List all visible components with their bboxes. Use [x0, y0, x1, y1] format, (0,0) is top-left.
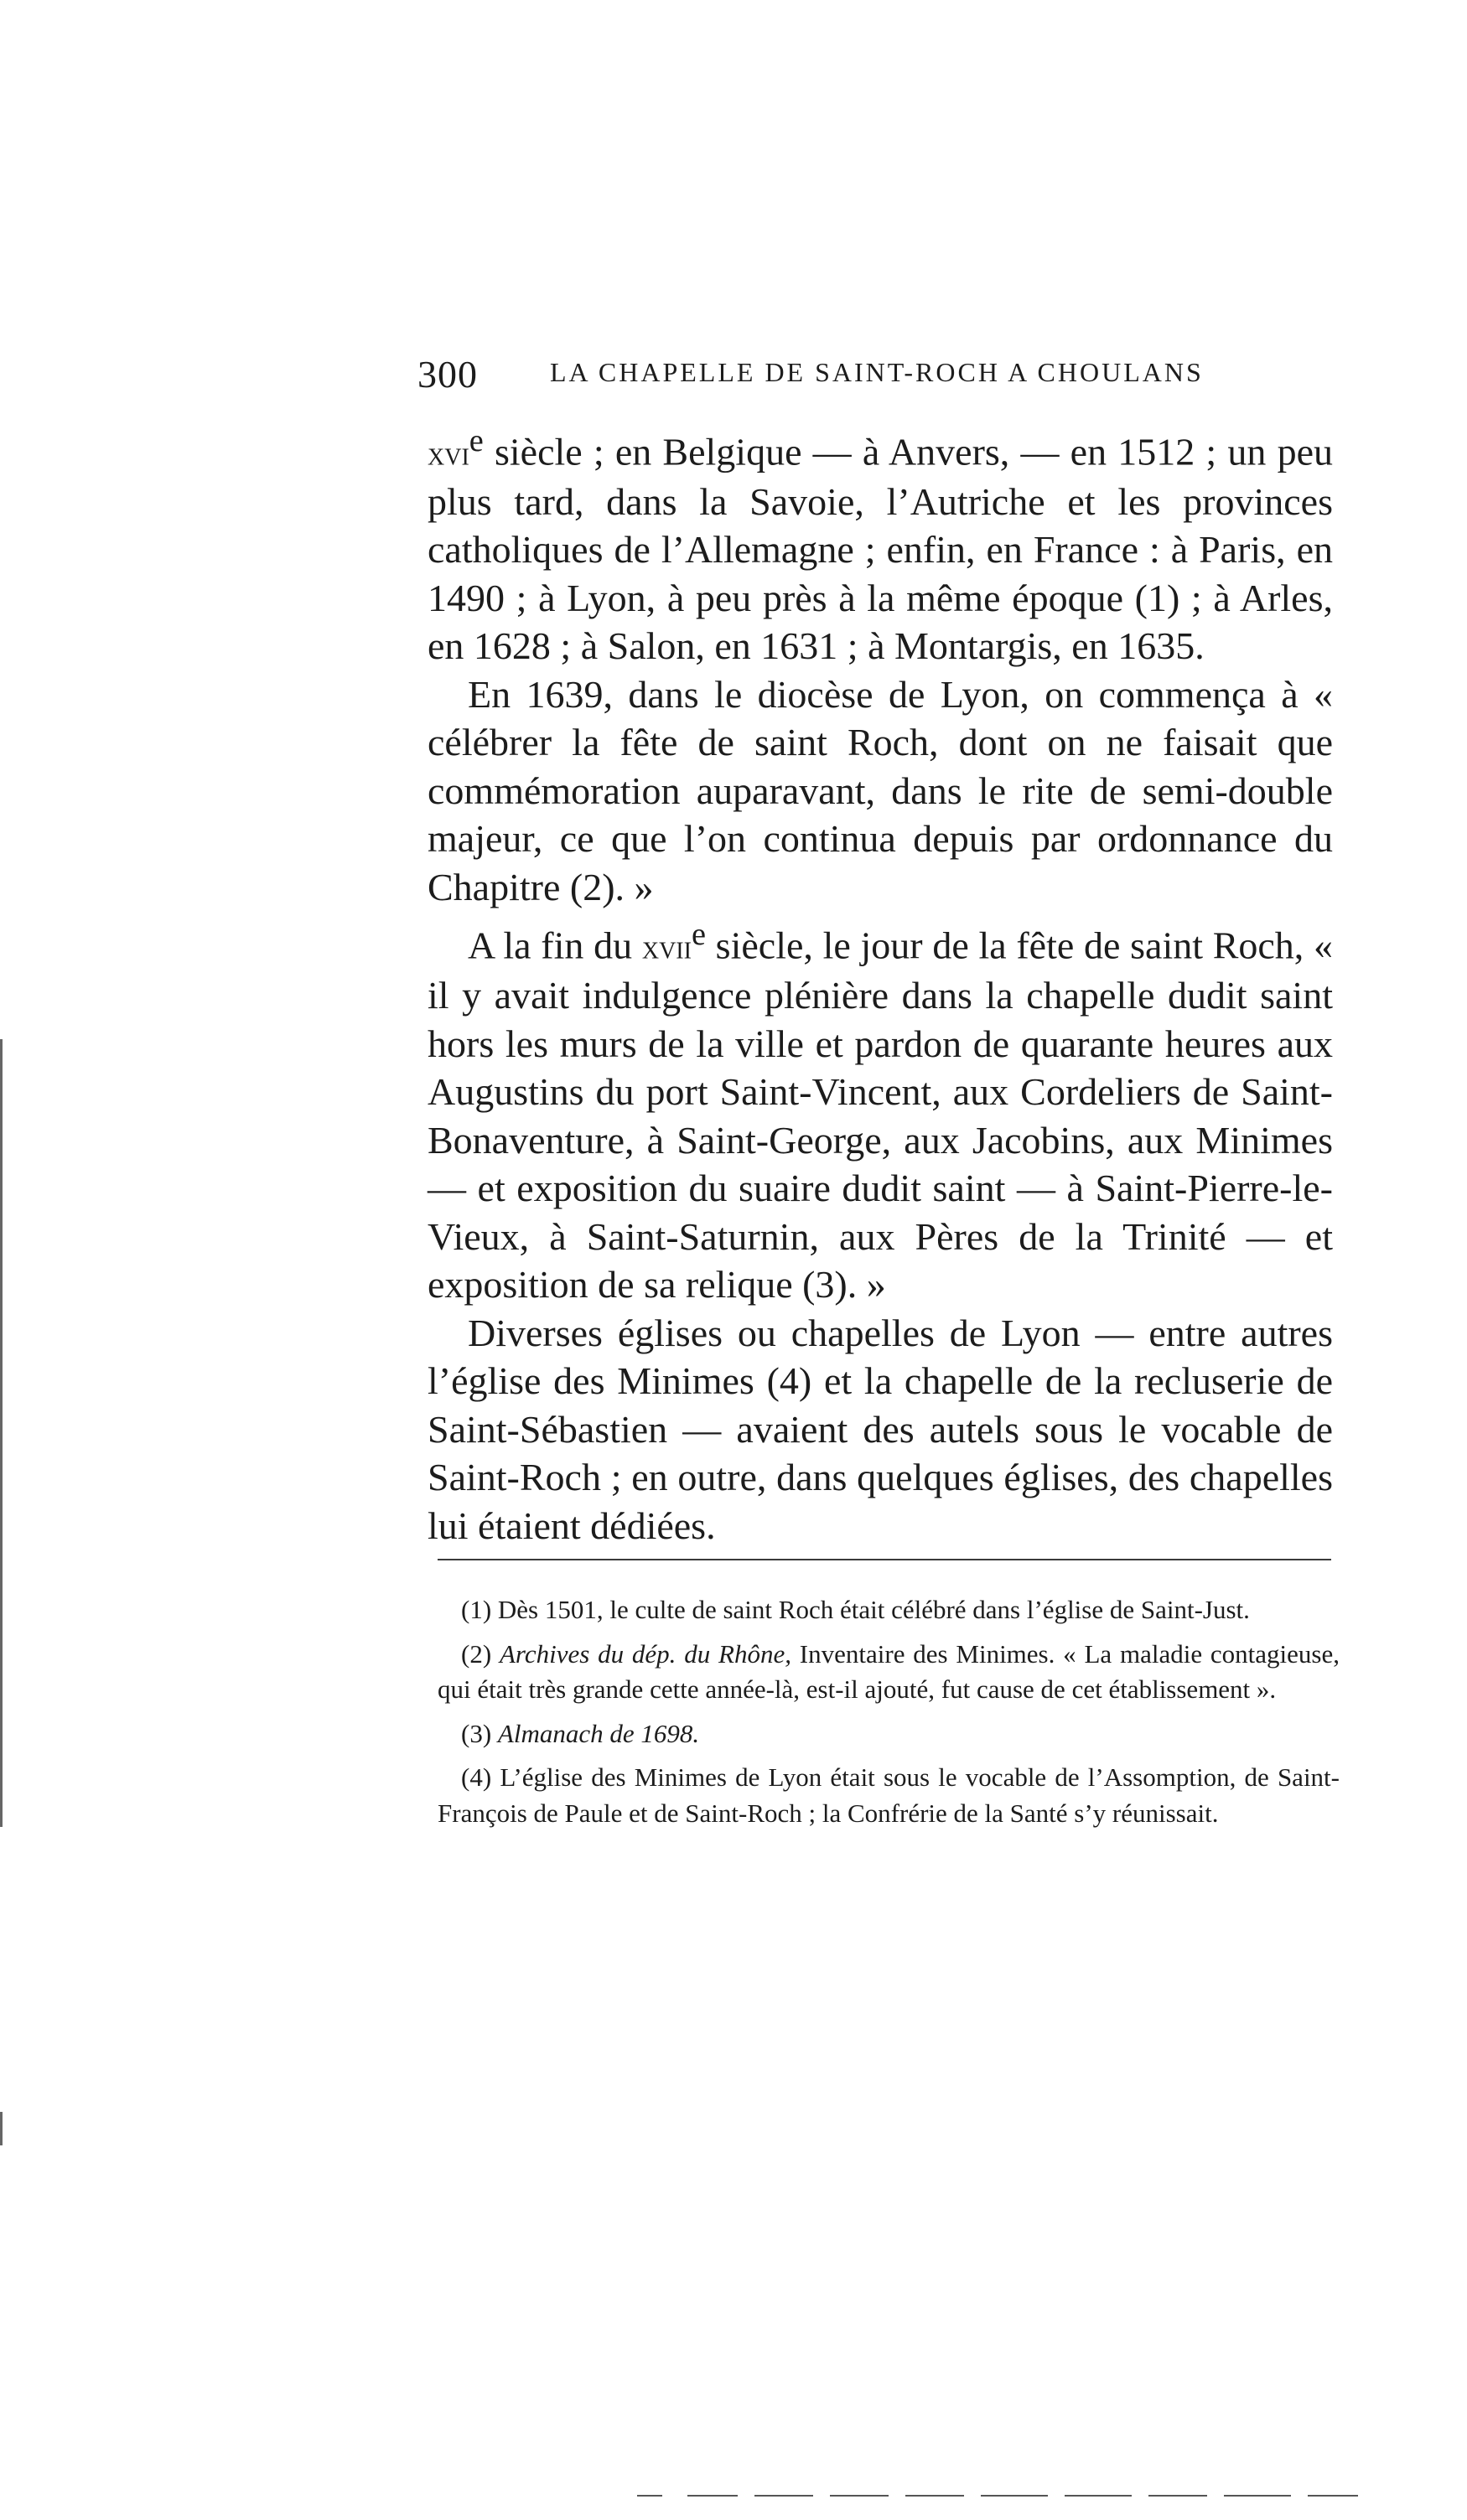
scan-bottom-dash	[1224, 2495, 1291, 2497]
scan-bottom-dash	[1308, 2495, 1358, 2497]
running-title: LA CHAPELLE DE SAINT-ROCH A CHOULANS	[550, 357, 1204, 387]
scan-edge-mark	[0, 1039, 3, 1827]
footnote-4: (4) L’église des Minimes de Lyon était sous le vocable de l’Assomption, de Saint-François de Paule et de Saint-Roch ; la Confrérie de la Santé s’y réunissait.	[438, 1762, 1340, 1828]
scan-edge-mark	[0, 2112, 3, 2145]
footnote-3-number: (3)	[461, 1718, 492, 1748]
footnote-2-source: Archives du dép. du Rhône,	[499, 1638, 791, 1669]
paragraph-3-text: siècle, le jour de la fête de saint Roch, « il y avait indulgence plénière dans la chapelle dudit saint hors les murs de la ville et pardon de quarante heures aux Augustins du port Saint-Vincent, aux Cordeliers de Saint-Bonaventure, à Saint-George, aux Jacobins, aux Minimes — et exposition du suaire dudit saint — à Saint-Pierre-le-Vieux, à Saint-Saturnin, aux Pères de la Trinité — et exposition de sa relique (3). »	[428, 924, 1334, 1307]
paragraph-4: Diverses églises ou chapelles de Lyon — entre autres l’église des Minimes (4) et la chapelle de la recluserie de Saint-Sébastien — avaient des autels sous le vocable de Saint-Roch ; en outre, dans quelques églises, des chapelles lui étaient dédiées.	[428, 1311, 1333, 1547]
paragraph-1-text: siècle ; en Belgique — à Anvers, — en 1512 ; un peu plus tard, dans la Savoie, l’Autriche et les provinces catholiques de l’Allemagne ; enfin, en France : à Paris, en 1490 ; à Lyon, à peu près à la même époque (1) ; à Arles, en 1628 ; à Salon, en 1631 ; à Montargis, en 1635.	[428, 430, 1333, 668]
paragraph-3-start: A la fin du	[468, 924, 633, 967]
century-numeral: xvi	[428, 434, 469, 473]
main-text	[428, 417, 1333, 1550]
page-header	[417, 352, 1205, 402]
century-numeral: xvii	[641, 928, 692, 966]
scan-bottom-dash	[1148, 2495, 1207, 2497]
scan-bottom-dash	[1065, 2495, 1132, 2497]
paragraph-2: En 1639, dans le diocèse de Lyon, on commença à « célébrer la fête de saint Roch, dont on ne faisait que commémoration auparavant, dans le rite de semi-double majeur, ce que l’on continua depuis par ordonnance du Chapitre (2). »	[428, 672, 1333, 908]
footnote-3-source: Almanach de 1698.	[497, 1718, 700, 1748]
footnote-2	[438, 1637, 1340, 1708]
scan-bottom-dash	[905, 2495, 964, 2497]
scan-bottom-dash	[981, 2495, 1048, 2497]
footnote-1: (1) Dès 1501, le culte de saint Roch était célébré dans l’église de Saint-Just.	[461, 1595, 1250, 1624]
footnote-2-number: (2)	[461, 1638, 492, 1669]
century-superscript: e	[469, 423, 484, 458]
scan-bottom-dash	[637, 2495, 662, 2497]
scan-bottom-dash	[687, 2495, 738, 2497]
paragraph-1	[428, 417, 1333, 670]
scan-bottom-dash	[830, 2495, 889, 2497]
footnote-3	[438, 1716, 1340, 1752]
page-number: 300	[417, 353, 478, 396]
century-superscript: e	[691, 917, 706, 953]
footnote-rule	[438, 1559, 1331, 1560]
paragraph-3	[428, 911, 1333, 1308]
footnote-2-text: Inventaire des Minimes. « La maladie contagieuse, qui était très grande cette année-là, est-il ajouté, fut cause de cet établissement ».	[438, 1638, 1340, 1704]
footnotes	[438, 1592, 1340, 1840]
scan-bottom-dash	[754, 2495, 813, 2497]
